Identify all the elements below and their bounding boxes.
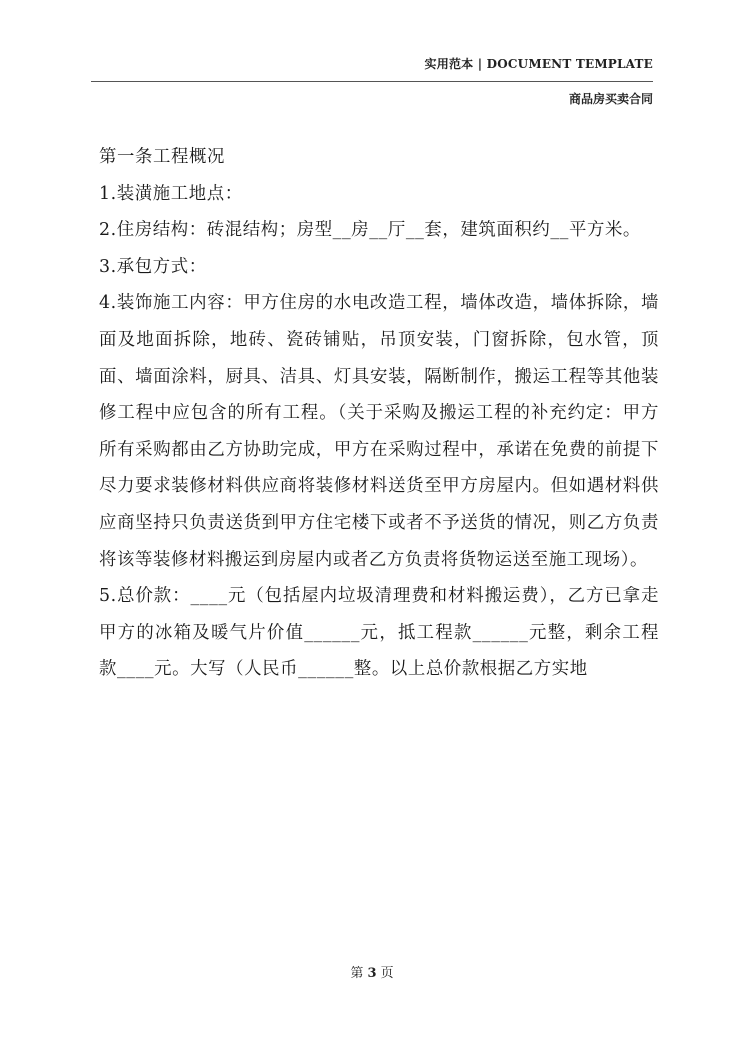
document-body <box>99 139 659 688</box>
page-number-value: 3 <box>367 966 377 981</box>
header-title: 实用范本 | DOCUMENT TEMPLATE <box>424 57 653 71</box>
page-number-prefix: 第 <box>350 966 364 981</box>
clause-3-paragraph: 3.承包方式： <box>99 256 207 277</box>
header-subtitle: 商品房买卖合同 <box>568 92 653 106</box>
clause-5-paragraph: 5.总价款：____元（包括屋内垃圾清理费和材料搬运费），乙方已拿走甲方的冰箱及暖气片价值______元，抵工程款______元整，剩余工程款____元。大写（人民币______整。以上总价款根据乙方实地 <box>99 586 659 680</box>
page-number-suffix: 页 <box>380 966 394 981</box>
section-heading: 第一条工程概况 <box>99 147 225 167</box>
clause-4-paragraph: 4.装饰施工内容：甲方住房的水电改造工程，墙体改造，墙体拆除，墙面及地面拆除，地砖、瓷砖铺贴，吊顶安装，门窗拆除，包水管，顶面、墙面涂料，厨具、洁具、灯具安装，隔断制作，搬运工程等其他装修工程中应包含的所有工程。（关于采购及搬运工程的补充约定：甲方所有采购都由乙方协助完成，甲方在采购过程中，承诺在免费的前提下尽力要求装修材料供应商将装修材料送货至甲方房屋内。但如遇材料供应商坚持只负责送货到甲方住宅楼下或者不予送货的情况，则乙方负责将该等装修材料搬运到房屋内或者乙方负责将货物运送至施工现场）。 <box>99 293 659 570</box>
clause-2-paragraph: 2.住房结构：砖混结构；房型__房__厅__套，建筑面积约__平方米。 <box>99 220 641 241</box>
clause-1-paragraph: 1.装潢施工地点： <box>99 183 243 204</box>
header-divider <box>91 81 653 82</box>
page-number <box>0 962 744 981</box>
